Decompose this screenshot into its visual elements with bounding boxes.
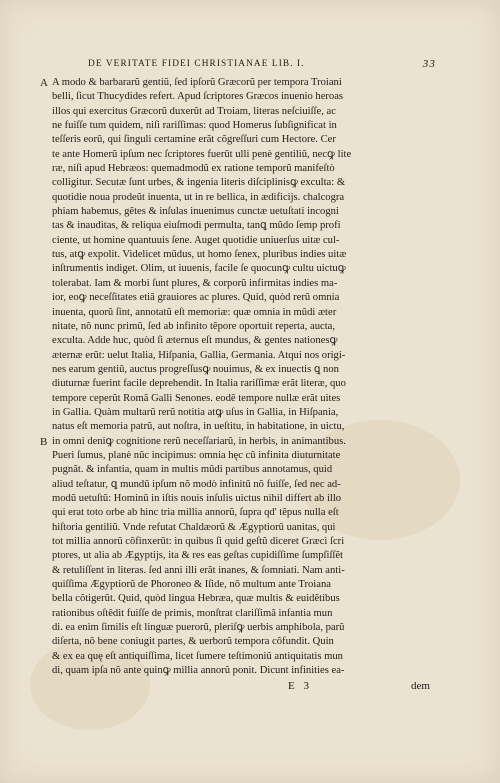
line-text: nitate, nõ nunc primũ, ſed ab infinito tẽpore oportuit reperta, aucta,: [52, 320, 335, 332]
text-line: [52, 205, 424, 219]
text-line: [52, 650, 424, 664]
text-line: [52, 162, 424, 176]
line-text: quiſſima Ægyptiorũ de Phoroneo & Iſide, nõ multum ante Troiana: [52, 579, 331, 591]
line-text: aliud teſtatur, ꝗ mundũ ipſum nõ modò infinitũ nõ fuiſſe, ſed nec ad-: [52, 478, 341, 490]
line-text: in Gallia. Quàm multarũ rerũ notitia atꝙ uſus in Gallia, in Hiſpania,: [52, 406, 339, 418]
text-line: [52, 105, 424, 119]
text-line: [52, 549, 424, 563]
running-header: [52, 58, 436, 76]
printer-signature: E 3: [288, 680, 312, 693]
text-line: [52, 291, 424, 305]
text-line: [52, 133, 424, 147]
line-text: quotidie noua prodeũt inuenta, ut in re bellica, in ædificijs. chalcogra: [52, 191, 345, 203]
line-text: te ante Homerũ ipſum nec ſcriptores fuerũt ulli penè gentiliũ, necꝙ lite: [52, 148, 352, 160]
text-line: [52, 377, 424, 391]
line-text: pugnãt. & infantia, quam in multis mũdi partibus annotamus, quid: [52, 464, 333, 476]
text-line: [52, 564, 424, 578]
text-line: [52, 248, 424, 262]
text-line: [52, 607, 424, 621]
line-text: ptores, ut alia ab Ægyptijs, ita & res eas geſtas cupidiſſime ſumpſiſſẽt: [52, 550, 343, 562]
text-line: [52, 176, 424, 190]
folio-number: 33: [422, 58, 436, 70]
line-text: belli, ſicut Thucydides refert. Apud ſcriptores Græcos inuenio heroas: [52, 91, 344, 103]
text-line: [52, 234, 424, 248]
line-text: tolerabat. Iam & morbi ſunt plures, & corporũ infirmitas indies ma-: [52, 277, 338, 289]
text-line: [52, 621, 424, 635]
catchword: dem: [411, 680, 430, 693]
line-text: phiam habemus, gẽtes & inſulas inuenimus cunctæ uetuſtati incogni: [52, 206, 339, 218]
text-line: [52, 521, 424, 535]
line-text: qui erat toto orbe ab hinc tria millia annorũ, ſupra qd' tẽpus nulla eſt: [52, 507, 339, 519]
line-text: Pueri ſumus, planè nũc incipimus: omnia hęc cũ infinita diuturnitate: [52, 449, 341, 461]
text-line: [52, 635, 424, 649]
text-line: [40, 76, 424, 90]
text-line: [52, 535, 424, 549]
line-text: di, quam ipſa nõ ante quinꝙ millia annorũ ponit. Dicunt infinities ea-: [52, 665, 345, 677]
line-text: natus eſt memoria patrũ, aut noſtra, in ueſtitu, in habitatione, in uictu,: [52, 421, 345, 433]
line-text: inſtrumentis indiget. Olim, ut iuuenis, facile ſe quocunꝙ cultu uictuꝙ: [52, 263, 346, 275]
section-marker: A: [40, 77, 48, 89]
text-line: [52, 277, 424, 291]
line-text: tus, atꝙ expolit. Videlicet mũdus, ut homo ſenex, pluribus indies uitæ: [52, 249, 347, 261]
text-line: [52, 334, 424, 348]
line-text: inuenta, quorũ ſint, annotatũ eſt memoriæ: quæ omnia in mũdi æter: [52, 306, 337, 318]
text-line: [52, 463, 424, 477]
running-title: DE VERITATE FIDEI CHRISTIANAE LIB. I.: [88, 59, 305, 69]
line-text: tot millia annorũ cõfinxerũt: in quibus ſi quid geſtũ diceret Græci ſcri: [52, 536, 345, 547]
line-text: bella cõtigerũt. Quid, quòd lingua Hebræa, quæ multis & euidẽtibus: [52, 593, 340, 605]
line-text: colligitur. Secutæ ſunt urbes, & ingenia literis diſciplinisꝙ exculta: &: [52, 177, 346, 189]
line-text: tempore ceperũt Romã Galli Senones. eodẽ tempore nullæ erãt uites: [52, 392, 341, 404]
text-line: [52, 349, 424, 363]
line-text: exculta. Adde huc, quòd ſi æternus eſt mundus, & gentes nationesꝙ: [52, 335, 338, 347]
line-text: rationibus oſtẽdit fuiſſe de primis, monſtrat clariſſimã infantia mun: [52, 607, 333, 619]
line-text: tas & inauditas, & reliqua eiuſmodi permulta, tanꝗ mũdo ſemp profi: [52, 220, 341, 232]
text-line: [52, 578, 424, 592]
line-text: in omni deniꝙ cognitione rerũ neceſſariarũ, in herbis, in animantibus.: [52, 435, 346, 447]
text-line: [40, 435, 424, 449]
line-text: ciente, ut homine quantuuis ſene. Auget quotidie uniuerſus uitæ cul-: [52, 234, 340, 246]
text-line: [52, 492, 424, 506]
text-line: [52, 506, 424, 520]
text-line: [52, 191, 424, 205]
line-text: diuturnæ fuerint facile deprehendit. In Italia rariſſimæ erãt literæ, quo: [52, 378, 346, 390]
line-text: modũ uetuſtũ: Hominũ in iſtis nouis inſulis uictus nihil differt ab illo: [52, 492, 342, 504]
text-line: [52, 406, 424, 420]
text-line: [52, 148, 424, 162]
text-line: [52, 306, 424, 320]
text-line: [52, 320, 424, 334]
line-text: di. ea enim ſimilis eſt linguæ puerorũ, pleriſꝙ uerbis amphibola, parũ: [52, 622, 345, 634]
line-text: nes earum gentiũ, auctus progreſſusꝙ nouimus, & ex inuectis ꝗ non: [52, 363, 339, 375]
text-line: [52, 420, 424, 434]
line-text: diſerta, nõ bene coniugit partes, & uerborũ tempora cõfundit. Quin: [52, 636, 334, 648]
text-line: [52, 478, 424, 492]
line-text: A modo & barbararũ gentiũ, ſed ipſorũ Græcorũ per tempora Troiani: [52, 77, 342, 88]
line-text: ræ, niſi apud Hebræos: quemadmodũ ex ratione temporũ manifeſtò: [52, 163, 335, 175]
line-text: & ex ea quę eſt antiquiſſima, licet ſumere teſtimoniũ antiquitatis mun: [52, 650, 343, 662]
text-line: [52, 449, 424, 463]
body-text: [40, 76, 424, 678]
line-text: teſſeris eorũ, qui ſinguli certamine erãt cõgreſſuri cum Hectore. Cer: [52, 134, 336, 146]
line-text: æternæ erũt: uelut Italia, Hiſpania, Gallia, Germania. Atqui nos origi-: [52, 349, 346, 361]
text-line: [52, 363, 424, 377]
text-line: [52, 90, 424, 104]
line-text: & retuliſſent in literas. ſed anni illi erãt inanes, & ſomniati. Nam anti-: [52, 564, 345, 576]
text-line: [52, 119, 424, 133]
text-line: [52, 592, 424, 606]
text-line: [52, 262, 424, 276]
text-line: [52, 664, 424, 678]
line-text: illos qui exercitus Græcorũ duxerũt ad Troiam, literas neſciuiſſe, ac: [52, 105, 336, 117]
text-line: [52, 392, 424, 406]
line-text: ior, eoꝙ neceſſitates etiã grauiores ac plures. Quid, quòd rerũ omnia: [52, 292, 340, 304]
section-marker: B: [40, 435, 48, 448]
line-text: ne fuiſſe tum quidem, niſi rariſſimas: quod Homerus ſubſignificat in: [52, 120, 337, 132]
text-block: [40, 58, 436, 696]
footer-line: [52, 680, 430, 696]
text-line: [52, 219, 424, 233]
line-text: hiſtoria gentiliũ. Vnde refutat Chaldæorũ & Ægyptiorũ uanitas, qui: [52, 521, 336, 533]
